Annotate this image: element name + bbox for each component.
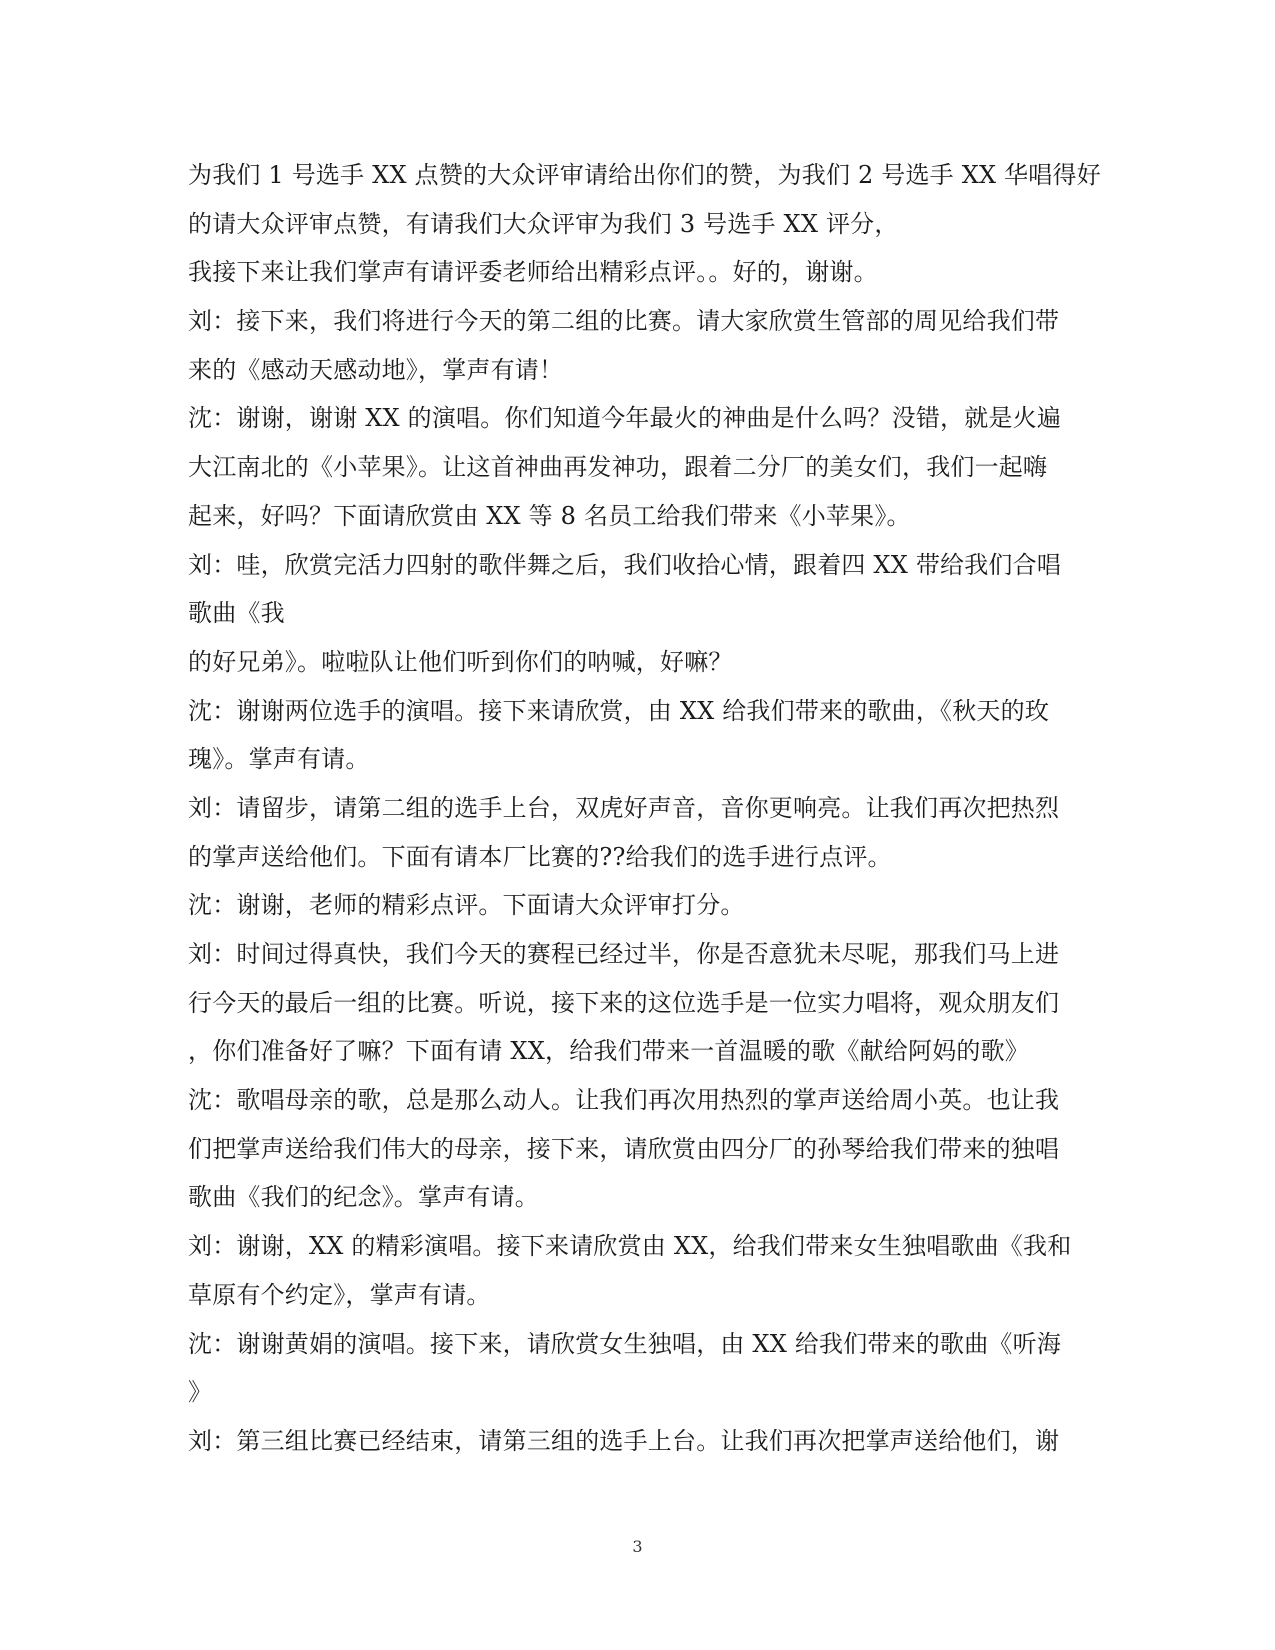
text-line: 为我们 1 号选手 XX 点赞的大众评审请给出你们的赞，为我们 2 号选手 XX 华唱得好 xyxy=(188,161,1101,189)
body-text xyxy=(188,151,1101,1466)
text-line: 刘：哇，欣赏完活力四射的歌伴舞之后，我们收拾心情，跟着四 XX 带给我们合唱 xyxy=(188,550,1062,579)
text-line: 的掌声送给他们。下面有请本厂比赛的??给我们的选手进行点评。 xyxy=(188,842,892,871)
text-line: 沈：谢谢两位选手的演唱。接下来请欣赏，由 XX 给我们带来的歌曲，《秋天的玫 xyxy=(188,696,1050,725)
text-line: 刘：请留步，请第二组的选手上台，双虎好声音，音你更响亮。让我们再次把热烈 xyxy=(188,793,1060,822)
text-line: 刘：接下来，我们将进行今天的第二组的比赛。请大家欣赏生管部的周见给我们带 xyxy=(188,307,1060,336)
text-line: 大江南北的《小苹果》。让这首神曲再发神功，跟着二分厂的美女们，我们一起嗨 xyxy=(188,453,1048,482)
text-line: 沈：谢谢，老师的精彩点评。下面请大众评审打分。 xyxy=(188,891,745,920)
text-line: 们把掌声送给我们伟大的母亲，接下来，请欣赏由四分厂的孙琴给我们带来的独唱 xyxy=(188,1134,1060,1163)
text-line: 歌曲《我 xyxy=(188,599,285,628)
text-line: 来的《感动天感动地》，掌声有请！ xyxy=(188,355,564,384)
text-line: 刘：谢谢，XX 的精彩演唱。接下来请欣赏由 XX，给我们带来女生独唱歌曲《我和 xyxy=(188,1232,1072,1261)
text-line: 行今天的最后一组的比赛。听说，接下来的这位选手是一位实力唱将，观众朋友们 xyxy=(188,988,1060,1017)
text-line: 》 xyxy=(188,1378,213,1407)
text-line: 沈：谢谢，谢谢 XX 的演唱。你们知道今年最火的神曲是什么吗？没错，就是火遍 xyxy=(188,404,1062,433)
text-line: 我接下来让我们掌声有请评委老师给出精彩点评。。好的，谢谢。 xyxy=(188,258,878,287)
text-line: 的好兄弟》。啦啦队让他们听到你们的呐喊，好嘛？ xyxy=(188,647,733,676)
text-line: 的请大众评审点赞，有请我们大众评审为我们 3 号选手 XX 评分， xyxy=(188,209,899,238)
text-line: 刘：第三组比赛已经结束，请第三组的选手上台。让我们再次把掌声送给他们，谢 xyxy=(188,1426,1060,1455)
text-line: 草原有个约定》，掌声有请。 xyxy=(188,1280,491,1309)
text-line: 瑰》。掌声有请。 xyxy=(188,745,370,774)
text-line: 起来，好吗？下面请欣赏由 XX 等 8 名员工给我们带来《小苹果》。 xyxy=(188,501,911,530)
page-number: 3 xyxy=(632,1537,643,1556)
text-line: 刘：时间过得真快，我们今天的赛程已经过半，你是否意犹未尽呢，那我们马上进 xyxy=(188,940,1060,968)
text-line: ，你们准备好了嘛？下面有请 XX，给我们带来一首温暖的歌《献给阿妈的歌》 xyxy=(188,1037,1029,1066)
text-line: 沈：谢谢黄娟的演唱。接下来，请欣赏女生独唱，由 XX 给我们带来的歌曲《听海 xyxy=(188,1329,1062,1358)
text-line: 沈：歌唱母亲的歌，总是那么动人。让我们再次用热烈的掌声送给周小英。也让我 xyxy=(188,1086,1060,1115)
text-line: 歌曲《我们的纪念》。掌声有请。 xyxy=(188,1183,539,1212)
